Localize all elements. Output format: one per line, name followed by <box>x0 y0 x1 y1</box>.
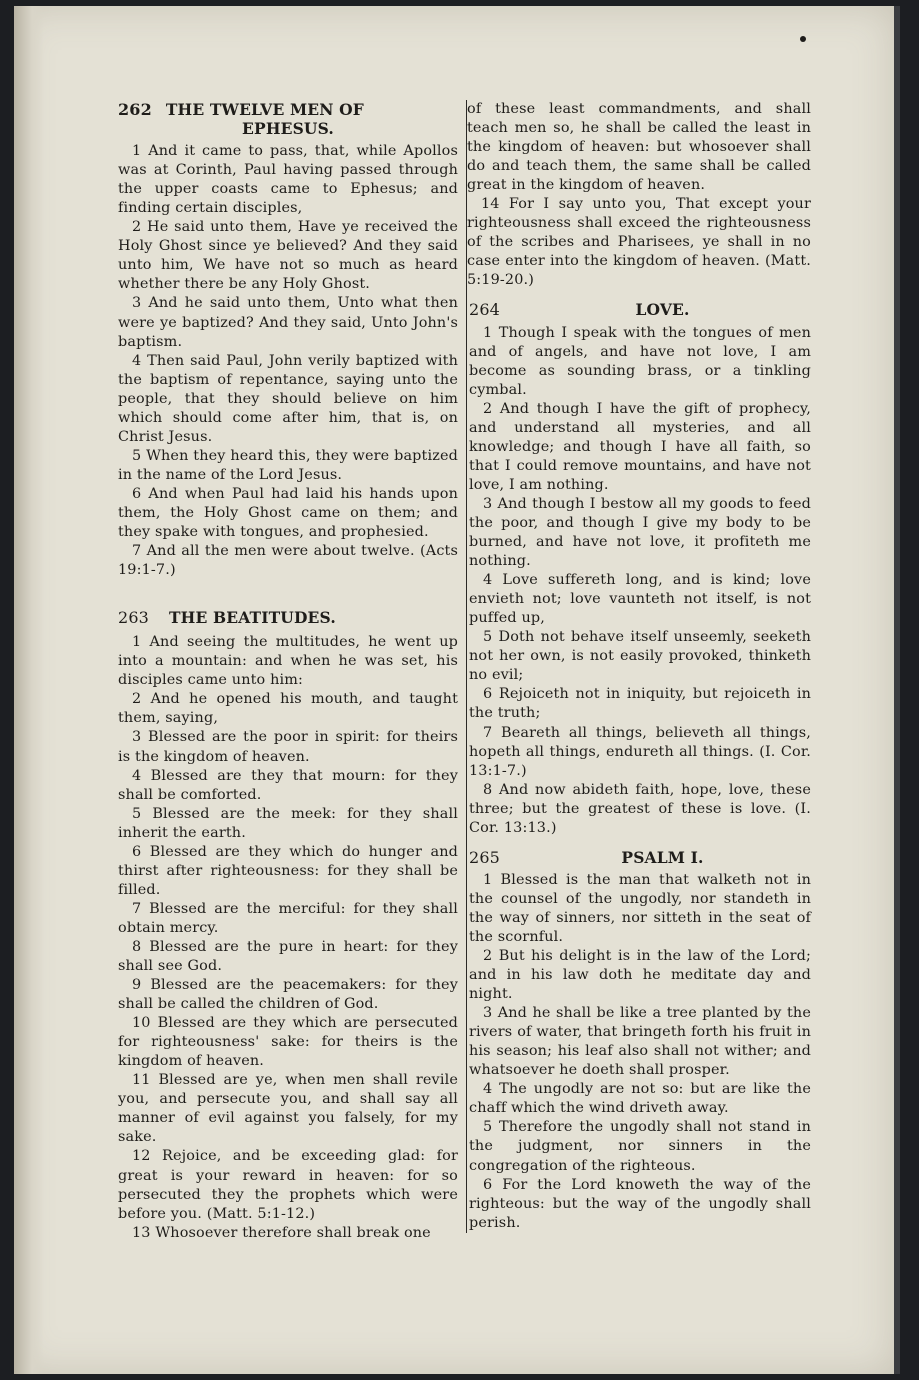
section-262-heading <box>118 100 458 119</box>
verse: 3 And he shall be like a tree planted by the rivers of water, that bringeth forth his fruit in his season; his leaf also shall not wither; and whatsoever he doeth shall prosper. <box>469 1005 811 1079</box>
section-265-heading <box>469 848 811 867</box>
verse: 5 When they heard this, they were baptized in the name of the Lord Jesus. <box>118 447 458 483</box>
verse: 7 And all the men were about twelve. (Acts 19:1-7.) <box>118 543 458 579</box>
verse: 6 And when Paul had laid his hands upon them, the Holy Ghost came on them; and they spake with tongues, and prophesied. <box>118 485 458 541</box>
section-title-line2: EPHESUS. <box>242 119 334 139</box>
verse: 1 Blessed is the man that walketh not in the counsel of the ungodly, nor standeth in the way of sinners, nor sitteth in the seat of the scornful. <box>469 871 811 945</box>
verse: 6 For the Lord knoweth the way of the righteous: but the way of the ungodly shall perish. <box>469 1176 811 1231</box>
section-title: THE TWELVE MEN OF <box>165 100 364 119</box>
section-title: PSALM I. <box>621 847 704 867</box>
verse: 12 Rejoice, and be exceeding glad: for great is your reward in heaven: for so persecuted they the prophets which were before you. (Matt. 5:1-12.) <box>118 1148 458 1222</box>
verse: 6 Rejoiceth not in iniquity, but rejoiceth in the truth; <box>469 686 811 722</box>
verse: 4 Then said Paul, John verily baptized with the baptism of repentance, saying unto the people, that they should believe on him which should come after him, that is, on Christ Jesus. <box>118 352 458 445</box>
verse: 4 Love suffereth long, and is kind; love envieth not; love vaunteth not itself, is not puffed up, <box>469 572 811 627</box>
verse: 2 And though I have the gift of prophecy, and understand all mysteries, and all knowledge; and though I have all faith, so that I could remove mountains, and have not love, I am nothing. <box>469 400 811 493</box>
verse: 2 And he opened his mouth, and taught them, saying, <box>118 691 458 727</box>
verse: 5 Therefore the ungodly shall not stand in the judgment, nor sinners in the congregation of the righteous. <box>469 1119 811 1174</box>
section-264-heading <box>469 300 811 319</box>
verse: 3 And though I bestow all my goods to feed the poor, and though I give my body to be burned, and have not love, it profiteth me nothing. <box>469 495 811 570</box>
section-number: 264 <box>469 300 500 320</box>
ink-spot <box>800 36 806 42</box>
verse: 4 The ungodly are not so: but are like the chaff which the wind driveth away. <box>469 1081 811 1117</box>
section-title: THE BEATITUDES. <box>169 608 336 628</box>
verse: 8 Blessed are the pure in heart: for they shall see God. <box>118 938 458 975</box>
verse: 7 Blessed are the merciful: for they shall obtain mercy. <box>118 900 458 936</box>
continuation-text <box>467 100 811 290</box>
section-title: LOVE. <box>635 300 690 320</box>
right-column <box>466 100 811 1233</box>
verse: 14 For I say unto you, That except your righteousness shall exceed the righteousness of the scribes and Pharisees, ye shall in no case enter into the kingdom of heaven. (Matt. 5:19-20.) <box>467 196 811 289</box>
verse: 1 And it came to pass, that, while Apollos was at Corinth, Paul having passed through the upper coasts came to Ephesus; and finding certain disciples, <box>118 143 458 217</box>
verse: 13 Whosoever therefore shall break one <box>132 1224 431 1241</box>
verse: 11 Blessed are ye, when men shall revile you, and persecute you, and shall say all manner of evil against you falsely, for my sake. <box>118 1072 458 1146</box>
verse: 10 Blessed are they which are persecuted for righteousness' sake: for theirs is the kingdom of heaven. <box>118 1015 458 1070</box>
verse: 5 Blessed are the meek: for they shall inherit the earth. <box>118 805 458 841</box>
verse: of these least commandments, and shall teach men so, he shall be called the least in the kingdom of heaven: but whosoever shall do and teach them, the same shall be called great in the kingdom of heaven. <box>467 101 811 194</box>
verse: 6 Blessed are they which do hunger and thirst after righteousness: for they shall be filled. <box>118 843 458 898</box>
verse: 2 He said unto them, Have ye received the Holy Ghost since ye believed? And they said unto him, We have not so much as heard whether there be any Holy Ghost. <box>118 219 458 293</box>
verse: 8 And now abideth faith, hope, love, these three; but the greatest of these is love. (I. Cor. 13:13.) <box>469 781 811 836</box>
section-263-heading <box>118 608 458 627</box>
verse: 1 Though I speak with the tongues of men and of angels, and have not love, I am become as sounding brass, or a tinkling cymbal. <box>469 324 811 398</box>
verse: 2 But his delight is in the law of the Lord; and in his law doth he meditate day and night. <box>469 948 811 1003</box>
section-number: 263 <box>118 608 149 628</box>
verse: 9 Blessed are the peacemakers: for they shall be called the children of God. <box>118 977 458 1013</box>
verse: 7 Beareth all things, believeth all things, hopeth all things, endureth all things. (I. Cor. 13:1-7.) <box>469 724 811 779</box>
page-gutter <box>14 6 44 1374</box>
verse: 5 Doth not behave itself unseemly, seeketh not her own, is not easily provoked, thinketh no evil; <box>469 629 811 684</box>
left-column <box>118 100 458 1243</box>
verse: 3 And he said unto them, Unto what then were ye baptized? And they said, Unto John's baptism. <box>118 295 458 350</box>
verse: 3 Blessed are the poor in spirit: for theirs is the kingdom of heaven. <box>118 729 458 765</box>
section-number: 265 <box>469 847 500 867</box>
verse: 1 And seeing the multitudes, he went up into a mountain: and when he was set, his disciples came unto him: <box>118 634 458 689</box>
verse: 4 Blessed are they that mourn: for they shall be comforted. <box>118 767 458 803</box>
section-number: 262 <box>118 100 152 119</box>
